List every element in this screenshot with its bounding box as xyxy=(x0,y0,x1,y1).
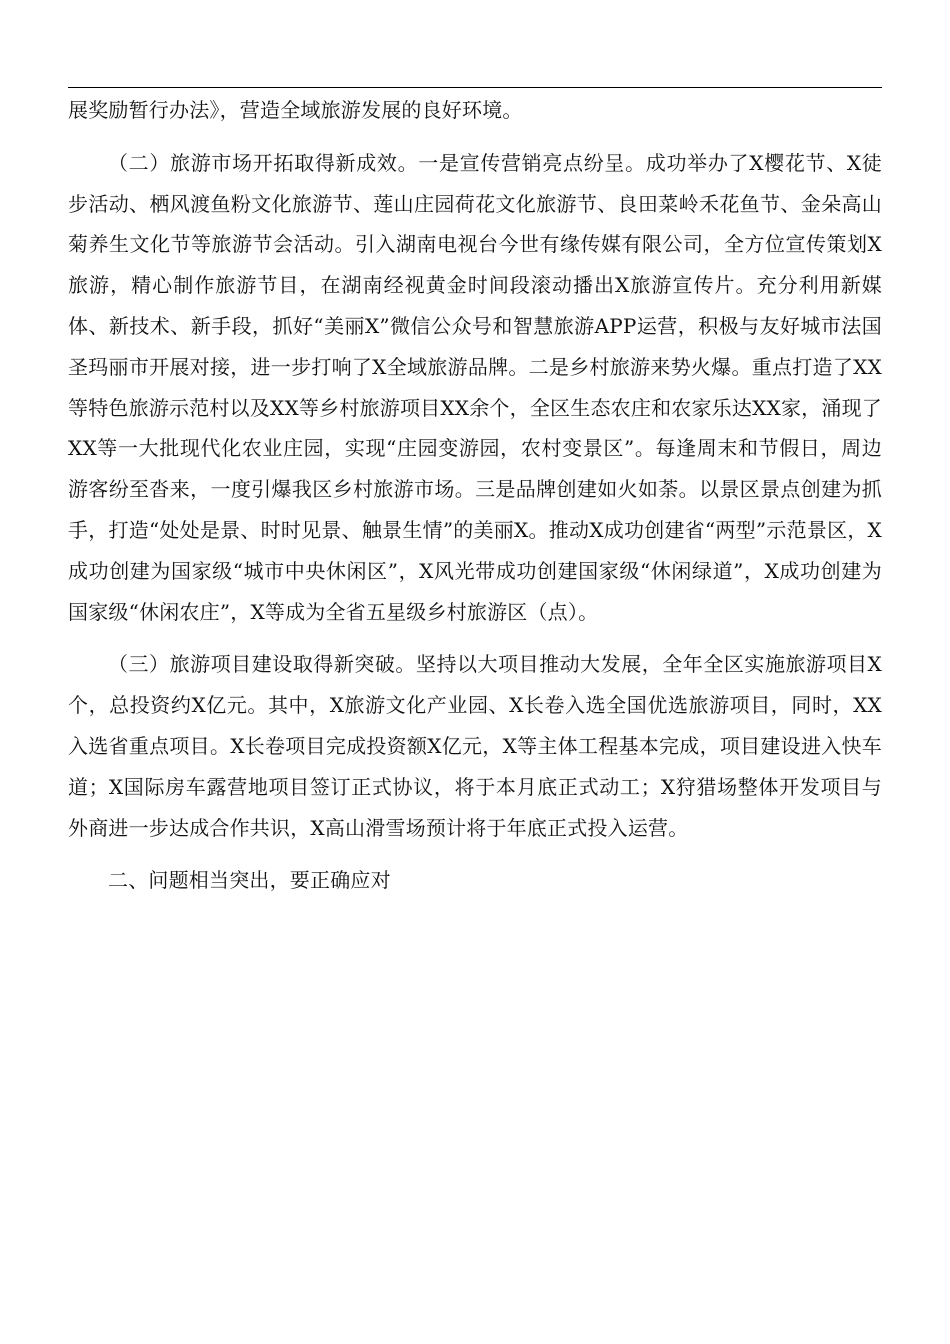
header-rule xyxy=(68,87,882,88)
paragraph-project-construction: （三）旅游项目建设取得新突破。坚持以大项目推动大发展，全年全区实施旅游项目X个，总投资约X亿元。其中，X旅游文化产业园、X长卷入选全国优选旅游项目，同时，XX入选省重点项目。X长卷项目完成投资额X亿元，X等主体工程基本完成，项目建设进入快车道；X国际房车露营地项目签订正式协议，将于本月底正式动工；X狩猎场整体开发项目与外商进一步达成合作共识，X高山滑雪场预计将于年底正式投入运营。 xyxy=(68,652,882,840)
document-body xyxy=(68,90,882,901)
paragraph-continuation: 展奖励暂行办法》，营造全域旅游发展的良好环境。 xyxy=(68,98,523,122)
section-heading: 二、问题相当突出，要正确应对 xyxy=(108,868,391,893)
paragraph-market-expansion: （二）旅游市场开拓取得新成效。一是宣传营销亮点纷呈。成功举办了X樱花节、X徒步活动、栖风渡鱼粉文化旅游节、莲山庄园荷花文化旅游节、良田菜岭禾花鱼节、金朵高山菊养生文化节等旅游节会活动。引入湖南电视台今世有缘传媒有限公司，全方位宣传策划X旅游，精心制作旅游节目，在湖南经视黄金时间段滚动播出X旅游宣传片。充分利用新媒体、新技术、新手段，抓好“美丽X”微信公众号和智慧旅游APP运营，积极与友好城市法国圣玛丽市开展对接，进一步打响了X全域旅游品牌。二是乡村旅游来势火爆。重点打造了XX等特色旅游示范村以及XX等乡村旅游项目XX余个，全区生态农庄和农家乐达XX家，涌现了XX等一大批现代化农业庄园，实现“庄园变游园，农村变景区”。每逢周末和节假日，周边游客纷至沓来，一度引爆我区乡村旅游市场。三是品牌创建如火如荼。以景区景点创建为抓手，打造“处处是景、时时见景、触景生情”的美丽X。推动X成功创建省“两型”示范景区，X成功创建为国家级“城市中央休闲区”，X风光带成功创建国家级“休闲绿道”，X成功创建为国家级“休闲农庄”，X等成为全省五星级乡村旅游区（点）。 xyxy=(68,150,882,624)
